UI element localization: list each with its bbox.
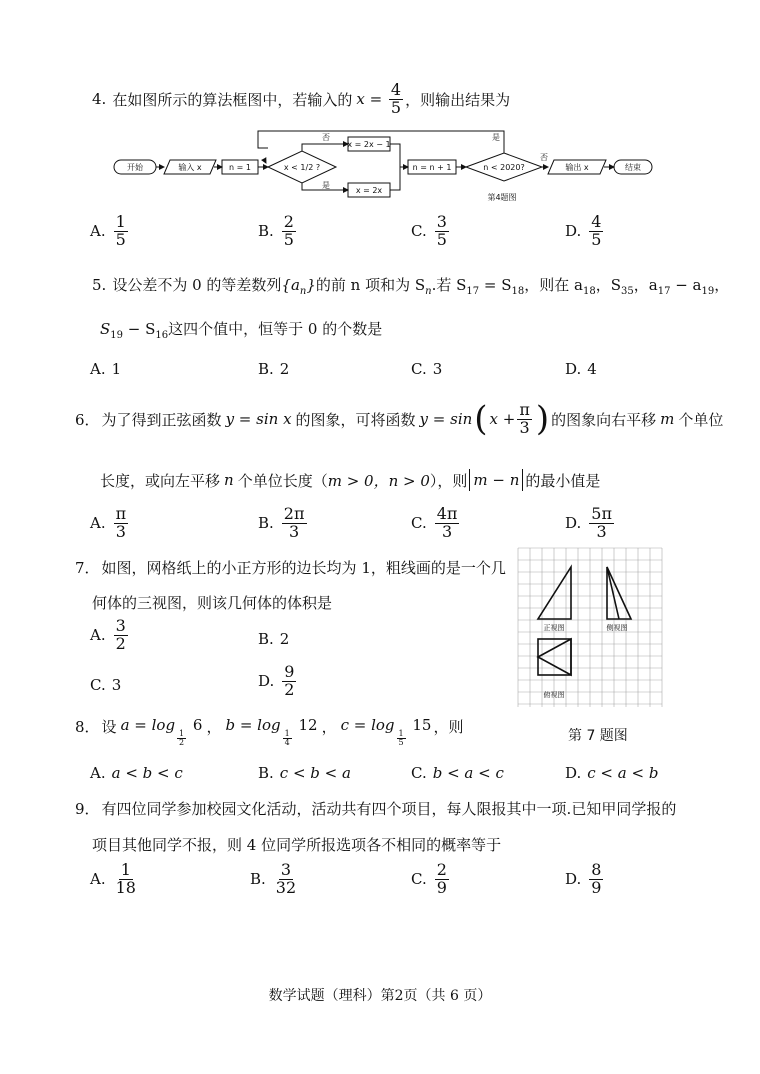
q6-line2-a: 长度，或向左平移 (100, 471, 221, 490)
q9-text-1: 有四位同学参加校园文化活动，活动共有四个项目，每人限报其中一项.已知甲同学报的 (101, 800, 677, 818)
q5-a19-sub: 19 (701, 286, 715, 297)
q6-option-b[interactable] (258, 506, 309, 541)
option-denominator: 2 (115, 633, 126, 653)
option-denominator: 3 (596, 521, 607, 541)
option-fraction (282, 214, 296, 249)
q8-a-val: 6 (188, 716, 203, 734)
option-numerator: 2π (283, 504, 305, 523)
q5-option-d[interactable] (565, 360, 597, 378)
flow-yes2-label: 是 (492, 133, 500, 142)
flow-no2-label: 否 (540, 153, 548, 162)
q6-n: n (224, 471, 234, 489)
option-numerator: 3 (436, 212, 447, 231)
option-value: 2 (279, 630, 290, 648)
option-fraction (435, 862, 449, 897)
option-numerator: 3 (115, 616, 126, 635)
q5-a18-sub: 18 (583, 286, 596, 297)
q5-option-b[interactable] (258, 360, 289, 378)
option-value: 2 (279, 360, 290, 378)
q4-option-c[interactable] (411, 214, 451, 249)
flow-branch-top-label: x = 2x − 1 (347, 140, 391, 149)
q5-sn-sub: n (425, 286, 432, 297)
q6-func2-x: x + (489, 410, 516, 429)
option-numerator: 2 (436, 860, 447, 879)
option-label: C. (90, 676, 106, 694)
q8-text-end: ，则 (433, 718, 464, 736)
q5-number: 5. (92, 276, 107, 294)
q6-option-d[interactable] (565, 506, 616, 541)
q9-line1 (75, 798, 676, 819)
option-numerator: 9 (284, 662, 295, 681)
q5-line1 (92, 274, 729, 297)
option-denominator: 5 (283, 229, 294, 249)
flow-branch-bottom-label: x = 2x (355, 186, 383, 195)
flow-caption: 第4题图 (487, 193, 517, 202)
option-denominator: 3 (115, 521, 126, 541)
q9-number: 9． (75, 800, 100, 818)
flow-init-label: n = 1 (229, 163, 251, 172)
option-label: D. (565, 514, 582, 533)
q5-s19: S (100, 320, 111, 338)
flow-no1-label: 否 (322, 133, 330, 142)
q8-b-expr: b = log (225, 716, 281, 734)
q6-option-a[interactable] (90, 506, 130, 541)
option-denominator: 9 (436, 877, 447, 897)
option-label: B. (258, 514, 274, 533)
q6-paren-close: ) (535, 399, 550, 440)
option-denominator: 3 (289, 521, 300, 541)
q7-line1 (75, 557, 506, 578)
option-denominator: 18 (115, 877, 136, 897)
q5-seq (281, 276, 316, 297)
q5-line2-minus: − S (123, 320, 156, 338)
flow-increment-label: n = n + 1 (412, 163, 452, 172)
q4-option-d[interactable] (565, 214, 605, 249)
q6-abs: m − n (469, 469, 523, 491)
option-label: C. (411, 870, 427, 889)
option-label: B. (258, 222, 274, 241)
flow-start-label: 开始 (127, 163, 143, 172)
option-numerator: 4π (436, 504, 458, 523)
q5-eq: = S (479, 276, 512, 294)
q7-number: 7． (75, 559, 100, 577)
q5-minus: − a (670, 276, 702, 294)
q4-option-b[interactable] (258, 214, 298, 249)
q9-option-b[interactable] (250, 862, 300, 897)
q9-text-2: 项目其他同学不报，则 4 位同学所报选项各不相同的概率等于 (92, 836, 502, 854)
q7-top-view-label: 俯视图 (543, 691, 565, 699)
q6-text-c: 的图象向右平移 (551, 410, 657, 429)
q7-option-c[interactable] (90, 676, 121, 694)
q6-text-b: 的图象，可将函数 (295, 410, 416, 429)
option-denominator: 9 (591, 877, 602, 897)
flow-cond2-label: n < 2020? (483, 163, 525, 172)
option-label: A. (90, 870, 106, 889)
option-fraction (589, 214, 603, 249)
q7-caption: 第 7 题图 (568, 728, 628, 744)
option-label: A. (90, 360, 106, 378)
q5-seq-sub: n (299, 286, 307, 297)
q7-option-d[interactable] (258, 664, 298, 699)
page-footer: 数学试题（理科）第2页（共 6 页） (268, 988, 492, 1004)
q6-line2 (100, 469, 600, 491)
q6-line2-d: 的最小值是 (525, 471, 601, 490)
q4-stem-post: ，则输出结果为 (405, 90, 511, 109)
option-label: C. (411, 764, 427, 782)
q4-option-a[interactable] (90, 214, 130, 249)
q8-option-c[interactable] (411, 764, 504, 782)
q8-text-a: 设 (101, 718, 117, 736)
option-fraction (282, 664, 296, 699)
option-label: A. (90, 222, 106, 241)
q6-line2-c: ），则 (429, 471, 468, 490)
q8-a-base: $\frac{1}{2}$ (179, 729, 185, 748)
q9-line2 (92, 834, 501, 855)
q6-func2-pre: y = sin (419, 410, 473, 429)
q6-cond: m > 0，n > 0 (327, 471, 430, 490)
option-numerator: 4 (591, 212, 602, 231)
flow-cond1-label: x < 1/2 ? (283, 163, 321, 172)
q8-option-a[interactable] (90, 764, 183, 782)
q5-text-c: .若 S (431, 276, 467, 294)
option-fraction (589, 862, 603, 897)
option-numerator: 8 (591, 860, 602, 879)
option-value: 1 (111, 360, 122, 378)
option-denominator: 2 (284, 679, 295, 699)
q5-text-f: ，a (633, 276, 658, 294)
option-value: c < a < b (587, 764, 659, 782)
option-label: A. (90, 514, 106, 533)
flow-end-label: 结束 (625, 163, 641, 172)
q6-func: y = sin x (225, 410, 292, 429)
q4-stem-eq: = (364, 90, 387, 109)
option-fraction (435, 506, 460, 541)
option-label: D. (258, 672, 275, 691)
q5-line2-text: 这四个值中，恒等于 0 的个数是 (168, 320, 383, 338)
q7-side-view-shape (607, 567, 631, 619)
q6-m: m (660, 410, 675, 429)
q6-paren-open: ( (474, 399, 488, 440)
option-label: D. (565, 764, 582, 782)
flow-output-label: 输出 x (565, 163, 589, 172)
option-label: C. (411, 360, 427, 378)
q7-option-a[interactable] (90, 618, 130, 653)
option-label: C. (411, 222, 427, 241)
option-numerator: 5π (591, 504, 612, 523)
option-denominator: 32 (275, 877, 297, 897)
option-fraction (274, 862, 298, 897)
q5-seq-close: } (306, 276, 316, 294)
q6-option-c[interactable] (411, 506, 461, 541)
q9-option-c[interactable] (411, 862, 451, 897)
q8-b-base: $\frac{1}{4}$ (284, 729, 290, 748)
q8-a-expr: a = log (120, 716, 176, 734)
q4-stem (92, 82, 510, 117)
q5-a17-sub: 17 (657, 286, 671, 297)
q5-s16-sub: 16 (155, 330, 169, 341)
option-label: D. (565, 870, 582, 889)
q9-option-d[interactable] (565, 862, 605, 897)
q8-c-expr: c = log (340, 716, 395, 734)
q5-text-b: 的前 n 项和为 S (315, 276, 426, 294)
q5-s17-sub: 17 (466, 286, 480, 297)
q5-text-d: ，则在 a (524, 276, 583, 294)
q7-front-view-label: 正视图 (543, 624, 565, 632)
option-fraction (114, 862, 138, 897)
option-label: B. (250, 870, 266, 889)
flow-yes1-label: 是 (322, 181, 330, 190)
q5-option-a[interactable] (90, 360, 121, 378)
option-fraction (282, 506, 307, 541)
q5-line2 (100, 318, 382, 341)
q5-text-e: ，S (595, 276, 622, 294)
q5-text-g: ， (714, 276, 730, 294)
q7-option-b[interactable] (258, 630, 289, 648)
option-denominator: 5 (436, 229, 447, 249)
option-fraction (114, 618, 128, 653)
option-value: 4 (587, 360, 597, 378)
q6-line1 (75, 399, 724, 440)
q8-b-val: 12 (293, 716, 318, 734)
option-label: B. (258, 630, 274, 648)
q5-text-a: 设公差不为 0 的等差数列 (112, 276, 282, 294)
q5-s35-sub: 35 (621, 286, 634, 297)
q5-s19-sub: 19 (110, 330, 124, 341)
q4-stem-pre: 在如图所示的算法框图中，若输入的 (112, 90, 353, 109)
option-fraction (114, 214, 128, 249)
q4-stem-fraction: $\frac{4}{5}$ (390, 80, 402, 117)
option-value: c < b < a (279, 764, 351, 782)
q4-flowchart (108, 126, 668, 206)
option-numerator: 3 (280, 860, 292, 879)
q7-three-view-figure (517, 547, 663, 709)
q8-option-b[interactable] (258, 764, 351, 782)
option-label: A. (90, 764, 106, 782)
option-label: B. (258, 360, 274, 378)
q8-comma-1: ， (206, 718, 222, 736)
q7-text-2: 何体的三视图，则该几何体的体积是 (92, 594, 333, 612)
option-fraction (114, 506, 129, 541)
q8-c-base: $\frac{1}{5}$ (398, 729, 404, 748)
option-value: a < b < c (111, 764, 183, 782)
q7-side-view-label: 侧视图 (606, 624, 628, 632)
q6-line2-b: 个单位长度（ (237, 471, 328, 490)
q6-text-a: 为了得到正弦函数 (101, 410, 222, 429)
option-denominator: 5 (115, 229, 126, 249)
option-label: A. (90, 626, 106, 645)
option-fraction (435, 214, 449, 249)
option-value: b < a < c (432, 764, 504, 782)
option-numerator: 2 (283, 212, 294, 231)
option-label: C. (411, 514, 427, 533)
q5-option-c[interactable] (411, 360, 442, 378)
option-label: B. (258, 764, 274, 782)
q5-seq-open: {a (281, 276, 300, 294)
option-numerator: 1 (120, 860, 131, 879)
q7-text-1: 如图，网格纸上的小正方形的边长均为 1，粗线画的是一个几 (101, 559, 506, 577)
q5-s18-sub: 18 (511, 286, 525, 297)
option-label: D. (565, 222, 582, 241)
q8-c-val: 15 (407, 716, 432, 734)
option-label: D. (565, 360, 582, 378)
q8-comma-2: ， (321, 718, 337, 736)
option-value: 3 (432, 360, 443, 378)
option-denominator: 3 (441, 521, 453, 541)
option-value: 3 (111, 676, 122, 694)
q8-line (75, 716, 463, 748)
q6-func2-frac: $\frac{\pi}{3}$ (519, 400, 530, 437)
q8-number: 8． (75, 718, 100, 736)
q4-stem-var: x (356, 90, 365, 109)
q8-option-d[interactable] (565, 764, 658, 782)
option-denominator: 5 (591, 229, 602, 249)
q9-option-a[interactable] (90, 862, 140, 897)
q7-line2 (92, 592, 332, 613)
option-numerator: π (115, 504, 127, 523)
flow-input-label: 输入 x (178, 163, 202, 172)
q6-text-d: 个单位 (678, 410, 724, 429)
option-numerator: 1 (115, 212, 126, 231)
q4-number: 4. (92, 90, 107, 109)
q6-number: 6． (75, 410, 100, 429)
option-fraction (589, 506, 614, 541)
